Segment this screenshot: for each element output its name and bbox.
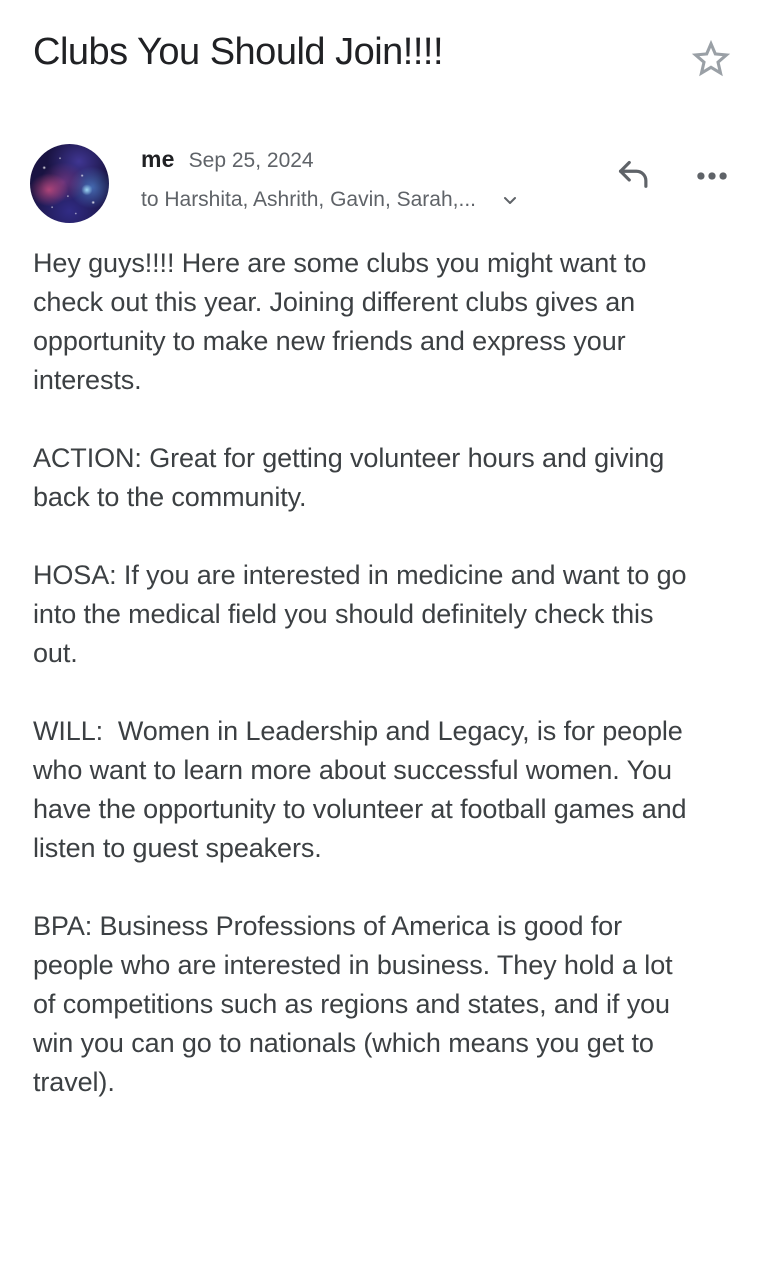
reply-icon xyxy=(615,157,653,195)
recipients-row[interactable] xyxy=(141,188,522,212)
sender-name: me xyxy=(141,146,175,172)
sender-avatar[interactable] xyxy=(30,144,109,223)
chevron-down-icon[interactable] xyxy=(498,188,522,212)
email-subject: Clubs You Should Join!!!! xyxy=(33,31,444,73)
body-paragraph-intro: Hey guys!!!! Here are some clubs you might want to check out this year. Joining different clubs gives an opportunity to make new friends and express your interests. xyxy=(33,248,654,395)
body-paragraph-bpa: BPA: Business Professions of America is good for people who are interested in business. They hold a lot of competitions such as regions and states, and if you win you can go to nationals (which means you get to travel). xyxy=(33,911,680,1097)
sender-block xyxy=(141,146,522,212)
reply-button[interactable] xyxy=(610,152,658,200)
message-date: Sep 25, 2024 xyxy=(188,149,314,172)
subject-row xyxy=(0,28,762,84)
recipients-summary: to Harshita, Ashrith, Gavin, Sarah,... xyxy=(141,188,476,211)
message-actions xyxy=(610,152,736,200)
body-paragraph-will: WILL: Women in Leadership and Legacy, is for people who want to learn more about successful women. You have the opportunity to volunteer at football games and listen to guest speakers. xyxy=(33,716,694,863)
body-paragraph-hosa: HOSA: If you are interested in medicine and want to go into the medical field you should definitely check this out. xyxy=(33,560,694,668)
email-body xyxy=(33,244,701,1102)
body-paragraph-action: ACTION: Great for getting volunteer hours and giving back to the community. xyxy=(33,443,672,512)
star-icon xyxy=(688,36,734,82)
message-header xyxy=(0,140,762,230)
three-dots-icon xyxy=(693,157,731,195)
more-options-button[interactable] xyxy=(688,152,736,200)
sender-line xyxy=(141,146,522,173)
star-button[interactable] xyxy=(686,34,736,84)
